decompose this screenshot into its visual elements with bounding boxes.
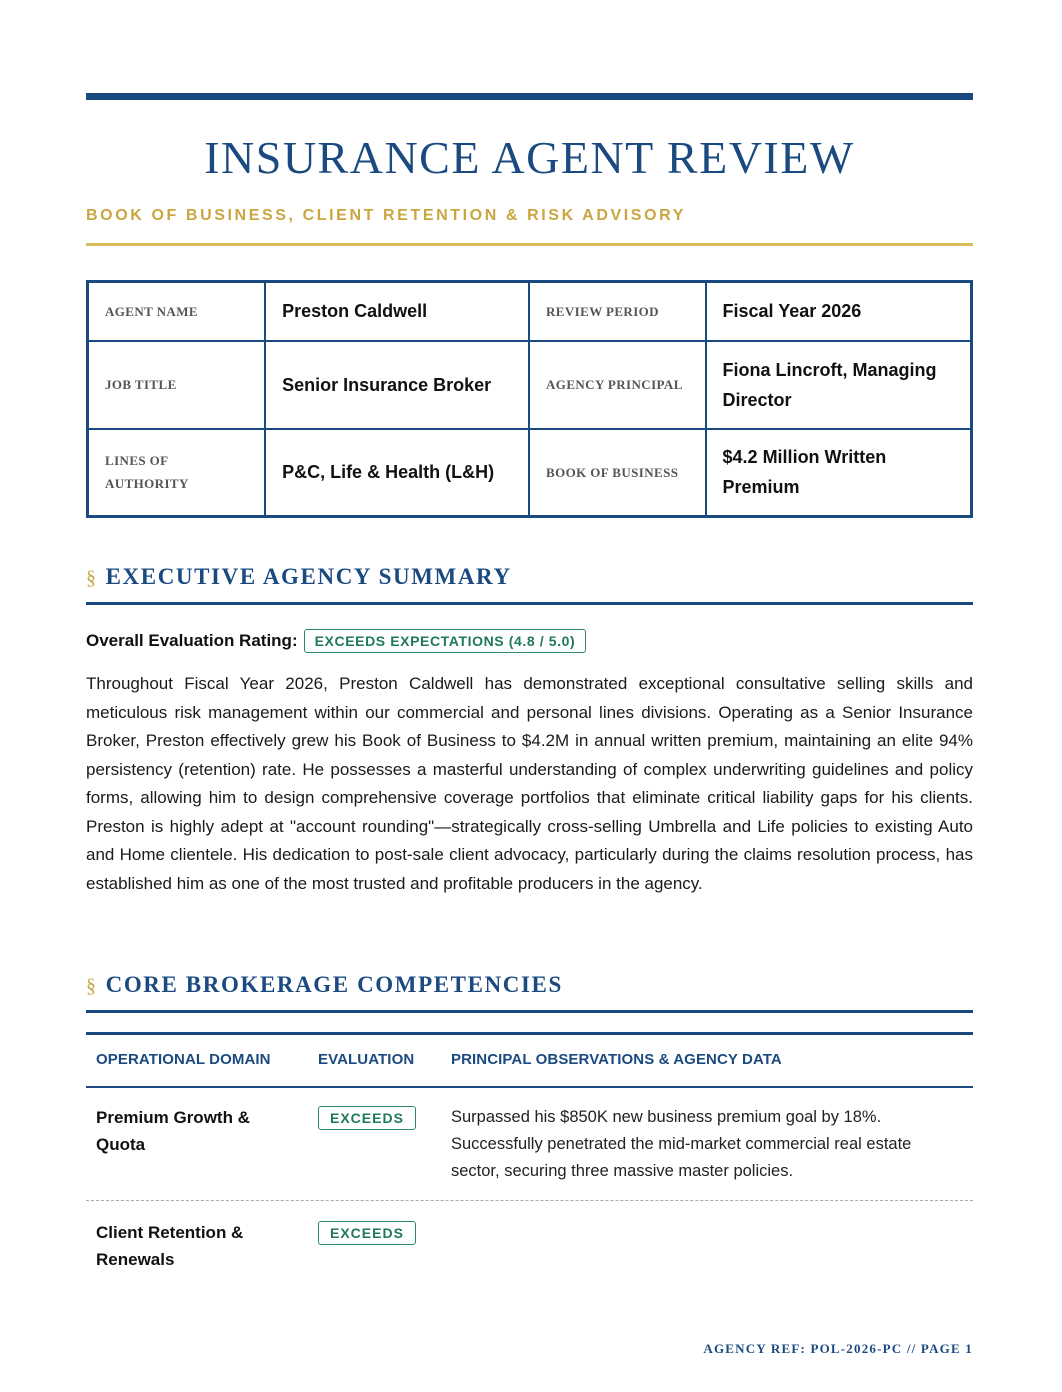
job-title-value: Senior Insurance Broker <box>265 341 529 429</box>
footer-reference: AGENCY REF: POL-2026-PC // PAGE 1 <box>703 1341 973 1356</box>
competencies-heading <box>86 970 973 1001</box>
section-divider <box>86 1010 973 1013</box>
section-symbol-icon: § <box>86 567 98 589</box>
table-header-rule <box>86 1086 973 1088</box>
job-title-label: JOB TITLE <box>88 341 266 429</box>
column-header-evaluation: EVALUATION <box>318 1051 415 1068</box>
summary-paragraph: Throughout Fiscal Year 2026, Preston Caldwell has demonstrated exceptional consultative selling skills and meticulous risk management within our commercial and personal lines divisions. Operating as a Senior Insurance Broker, Preston effectively grew his Book of Business to $4.2M in annual written premium, maintaining an elite 94% persistency (retention) rate. He possesses a masterful understanding of complex underwriting guidelines and policy forms, allowing him to design comprehensive coverage portfolios that eliminate critical liability gaps for his clients. Preston is highly adept at "account rounding"—strategically cross-selling Umbrella and Life policies to existing Auto and Home clientele. His dedication to post-sale client advocacy, particularly during the claims resolution process, has established him as one of the most trusted and profitable producers in the agency. <box>86 674 973 893</box>
book-of-business-value: $4.2 Million Written Premium <box>706 429 972 517</box>
page-title: INSURANCE AGENT REVIEW <box>204 132 855 183</box>
agent-name-value: Preston Caldwell <box>265 282 529 341</box>
rating-label: Overall Evaluation Rating: <box>86 631 298 650</box>
domain-cell: Client Retention & Renewals <box>96 1223 244 1269</box>
agency-principal-value: Fiona Lincroft, Managing Director <box>706 341 972 429</box>
review-period-label: REVIEW PERIOD <box>529 282 706 341</box>
domain-cell: Premium Growth & Quota <box>96 1108 250 1154</box>
section-divider <box>86 602 973 605</box>
evaluation-cell <box>318 1221 416 1245</box>
info-row <box>88 429 972 517</box>
agency-principal-label: AGENCY PRINCIPAL <box>529 341 706 429</box>
rating-badge: EXCEEDS EXPECTATIONS (4.8 / 5.0) <box>304 629 587 653</box>
info-row <box>88 282 972 341</box>
top-rule <box>86 93 973 100</box>
evaluation-badge: EXCEEDS <box>318 1221 416 1245</box>
executive-summary-heading <box>86 562 973 593</box>
lines-of-authority-label: LINES OF AUTHORITY <box>88 429 266 517</box>
book-of-business-label: BOOK OF BUSINESS <box>529 429 706 517</box>
review-period-value: Fiscal Year 2026 <box>706 282 972 341</box>
column-header-domain: OPERATIONAL DOMAIN <box>96 1051 271 1068</box>
agent-info-table <box>86 280 973 518</box>
overall-rating <box>86 628 586 654</box>
table-top-rule <box>86 1032 973 1035</box>
executive-summary-heading-text: EXECUTIVE AGENCY SUMMARY <box>105 564 512 589</box>
agent-name-label: AGENT NAME <box>88 282 266 341</box>
competencies-heading-text: CORE BROKERAGE COMPETENCIES <box>105 972 563 997</box>
evaluation-cell <box>318 1106 416 1130</box>
gold-divider <box>86 243 973 246</box>
observation-cell: Surpassed his $850K new business premium goal by 18%. Successfully penetrated the mid-market commercial real estate sector, securing three massive master policies. <box>451 1108 912 1180</box>
column-header-observations: PRINCIPAL OBSERVATIONS & AGENCY DATA <box>451 1051 782 1068</box>
page-subtitle: BOOK OF BUSINESS, CLIENT RETENTION & RISK ADVISORY <box>86 207 686 224</box>
lines-of-authority-value: P&C, Life & Health (L&H) <box>265 429 529 517</box>
info-row <box>88 341 972 429</box>
row-divider <box>86 1200 973 1201</box>
evaluation-badge: EXCEEDS <box>318 1106 416 1130</box>
section-symbol-icon: § <box>86 975 98 997</box>
